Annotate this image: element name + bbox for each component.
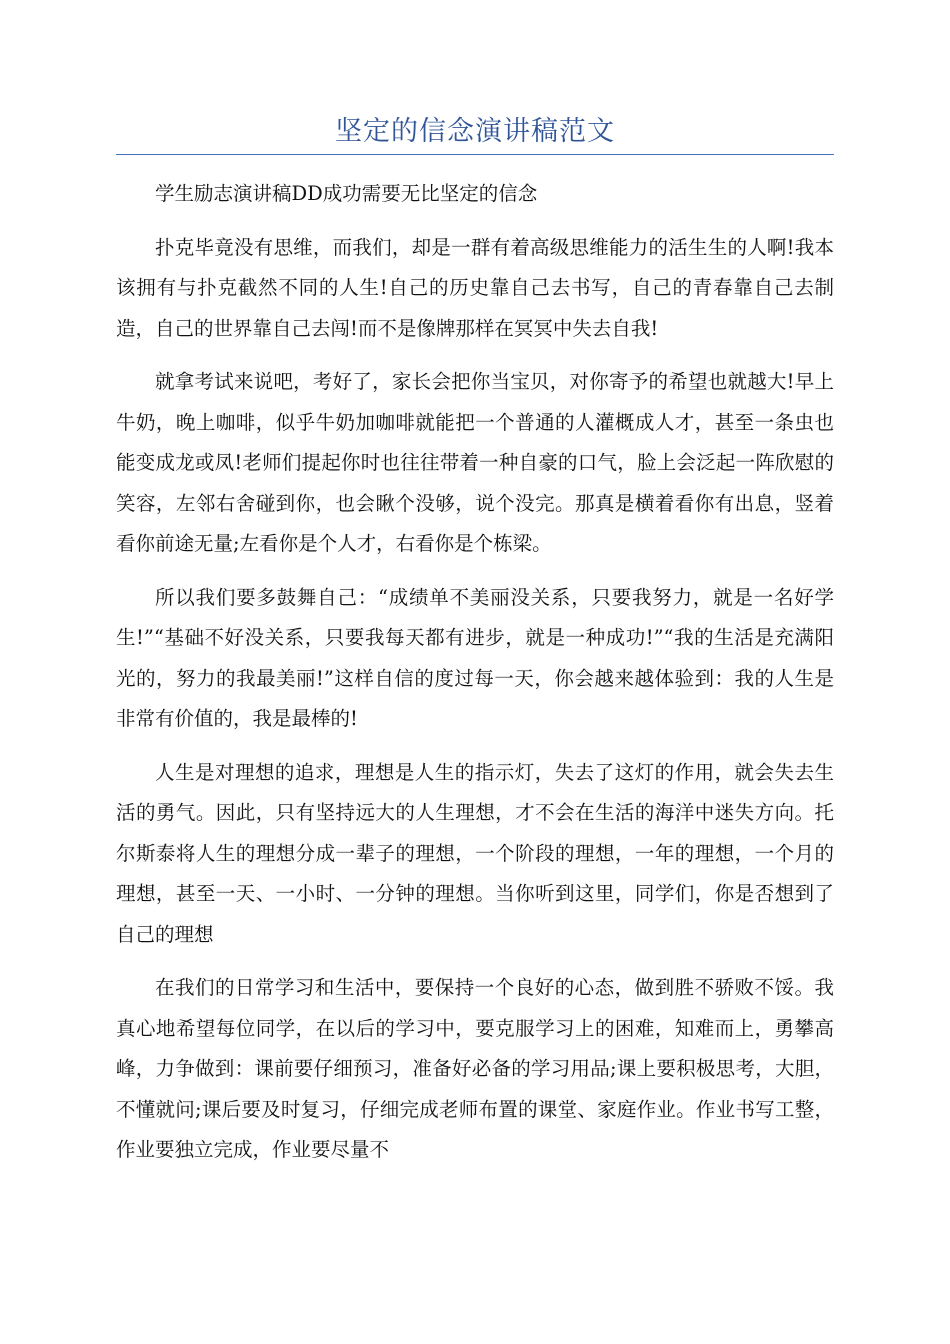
body-paragraph: 扑克毕竟没有思维，而我们，却是一群有着高级思维能力的活生生的人啊!我本该拥有与扑克截然不同的人生!自己的历史靠自己去书写，自己的青春靠自己去制造，自己的世界靠自己去闯!而不是像牌那样在冥冥中失去自我! [116, 235, 834, 340]
body-paragraph: 所以我们要多鼓舞自己：“成绩单不美丽没关系，只要我努力，就是一名好学生!”“基础不好没关系，只要我每天都有进步，就是一种成功!”“我的生活是充满阳光的，努力的我最美丽!”这样自信的度过每一天，你会越来越体验到：我的人生是非常有价值的，我是最棒的! [116, 585, 834, 730]
body-paragraph: 人生是对理想的追求，理想是人生的指示灯，失去了这灯的作用，就会失去生活的勇气。因此，只有坚持远大的人生理想，才不会在生活的海洋中迷失方向。托尔斯泰将人生的理想分成一辈子的理想，一个阶段的理想，一年的理想，一个月的理想，甚至一天、一小时、一分钟的理想。当你听到这里，同学们，你是否想到了自己的理想 [116, 760, 834, 946]
body-paragraph: 在我们的日常学习和生活中，要保持一个良好的心态，做到胜不骄败不馁。我真心地希望每位同学，在以后的学习中，要克服学习上的困难，知难而上，勇攀高峰，力争做到：课前要仔细预习，准备好必备的学习用品;课上要积极思考，大胆，不懂就问;课后要及时复习，仔细完成老师布置的课堂、家庭作业。作业书写工整，作业要独立完成，作业要尽量不 [116, 976, 834, 1161]
document-body [116, 174, 834, 1184]
title-underline [116, 154, 834, 155]
document-title: 坚定的信念演讲稿范文 [335, 116, 615, 147]
body-paragraph: 就拿考试来说吧，考好了，家长会把你当宝贝，对你寄予的希望也就越大!早上牛奶，晚上咖啡，似乎牛奶加咖啡就能把一个普通的人灌概成人才，甚至一条虫也能变成龙或凤!老师们提起你时也往往带着一种自豪的口气，脸上会泛起一阵欣慰的笑容，左邻右舍碰到你，也会瞅个没够，说个没完。那真是横着看你有出息，竖着看你前途无量;左看你是个人才，右看你是个栋梁。 [116, 370, 834, 555]
subtitle-paragraph: 学生励志演讲稿DD成功需要无比坚定的信念 [155, 182, 538, 205]
